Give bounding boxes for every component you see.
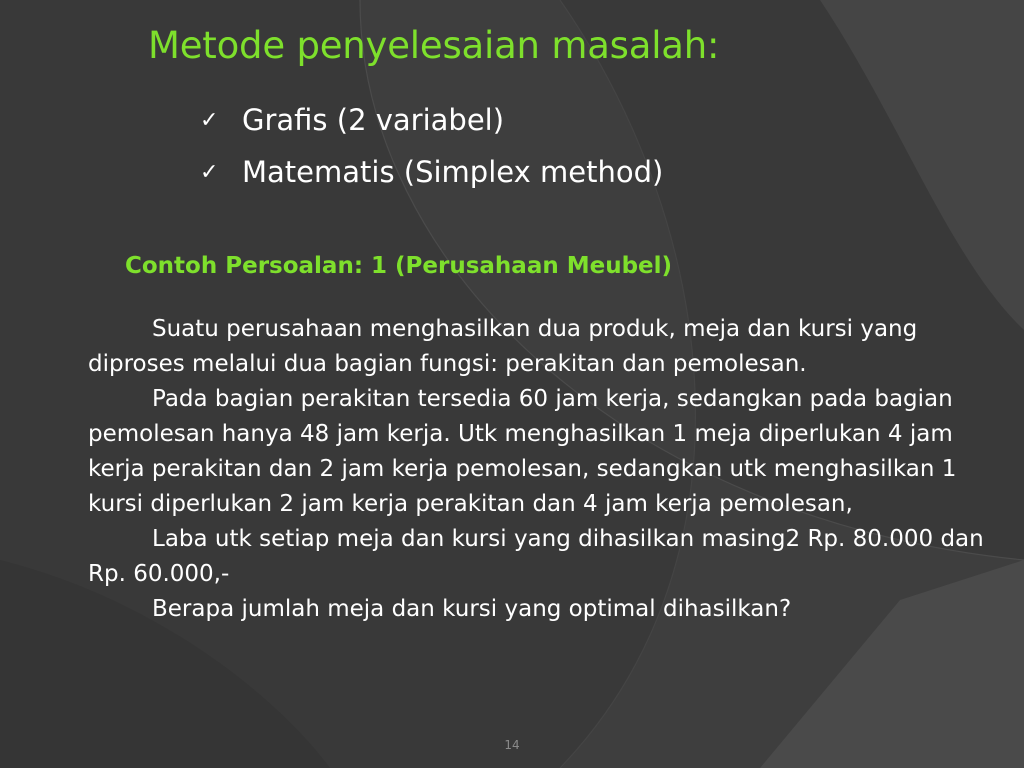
page-number: 14 [504,738,520,752]
check-icon: ✓ [200,159,219,185]
paragraph-profit: Laba utk setiap meja dan kursi yang dihasilkan masing2 Rp. 80.000 dan Rp. 60.000,- [88,526,984,587]
problem-text [88,312,1016,627]
example-heading: Contoh Persoalan: 1 (Perusahaan Meubel) [125,253,673,279]
slide-title: Metode penyelesaian masalah: [148,24,720,67]
method-label: Grafis (2 variabel) [242,103,505,137]
check-icon: ✓ [200,107,219,133]
method-item-matematis [200,146,663,198]
method-item-grafis [200,94,663,146]
paragraph-constraints: Pada bagian perakitan tersedia 60 jam kerja, sedangkan pada bagian pemolesan hanya 48 jam kerja. Utk menghasilkan 1 meja diperlukan 4 jam kerja perakitan dan 2 jam kerja pemolesan, sedangkan utk menghasilkan 1 kursi diperlukan 2 jam kerja perakitan dan 4 jam kerja pemolesan, [88,386,957,517]
paragraph-question: Berapa jumlah meja dan kursi yang optimal dihasilkan? [152,596,792,622]
paragraph-intro: Suatu perusahaan menghasilkan dua produk, meja dan kursi yang diproses melalui dua bagian fungsi: perakitan dan pemolesan. [88,316,918,377]
method-label: Matematis (Simplex method) [242,155,664,189]
method-list [200,94,663,198]
